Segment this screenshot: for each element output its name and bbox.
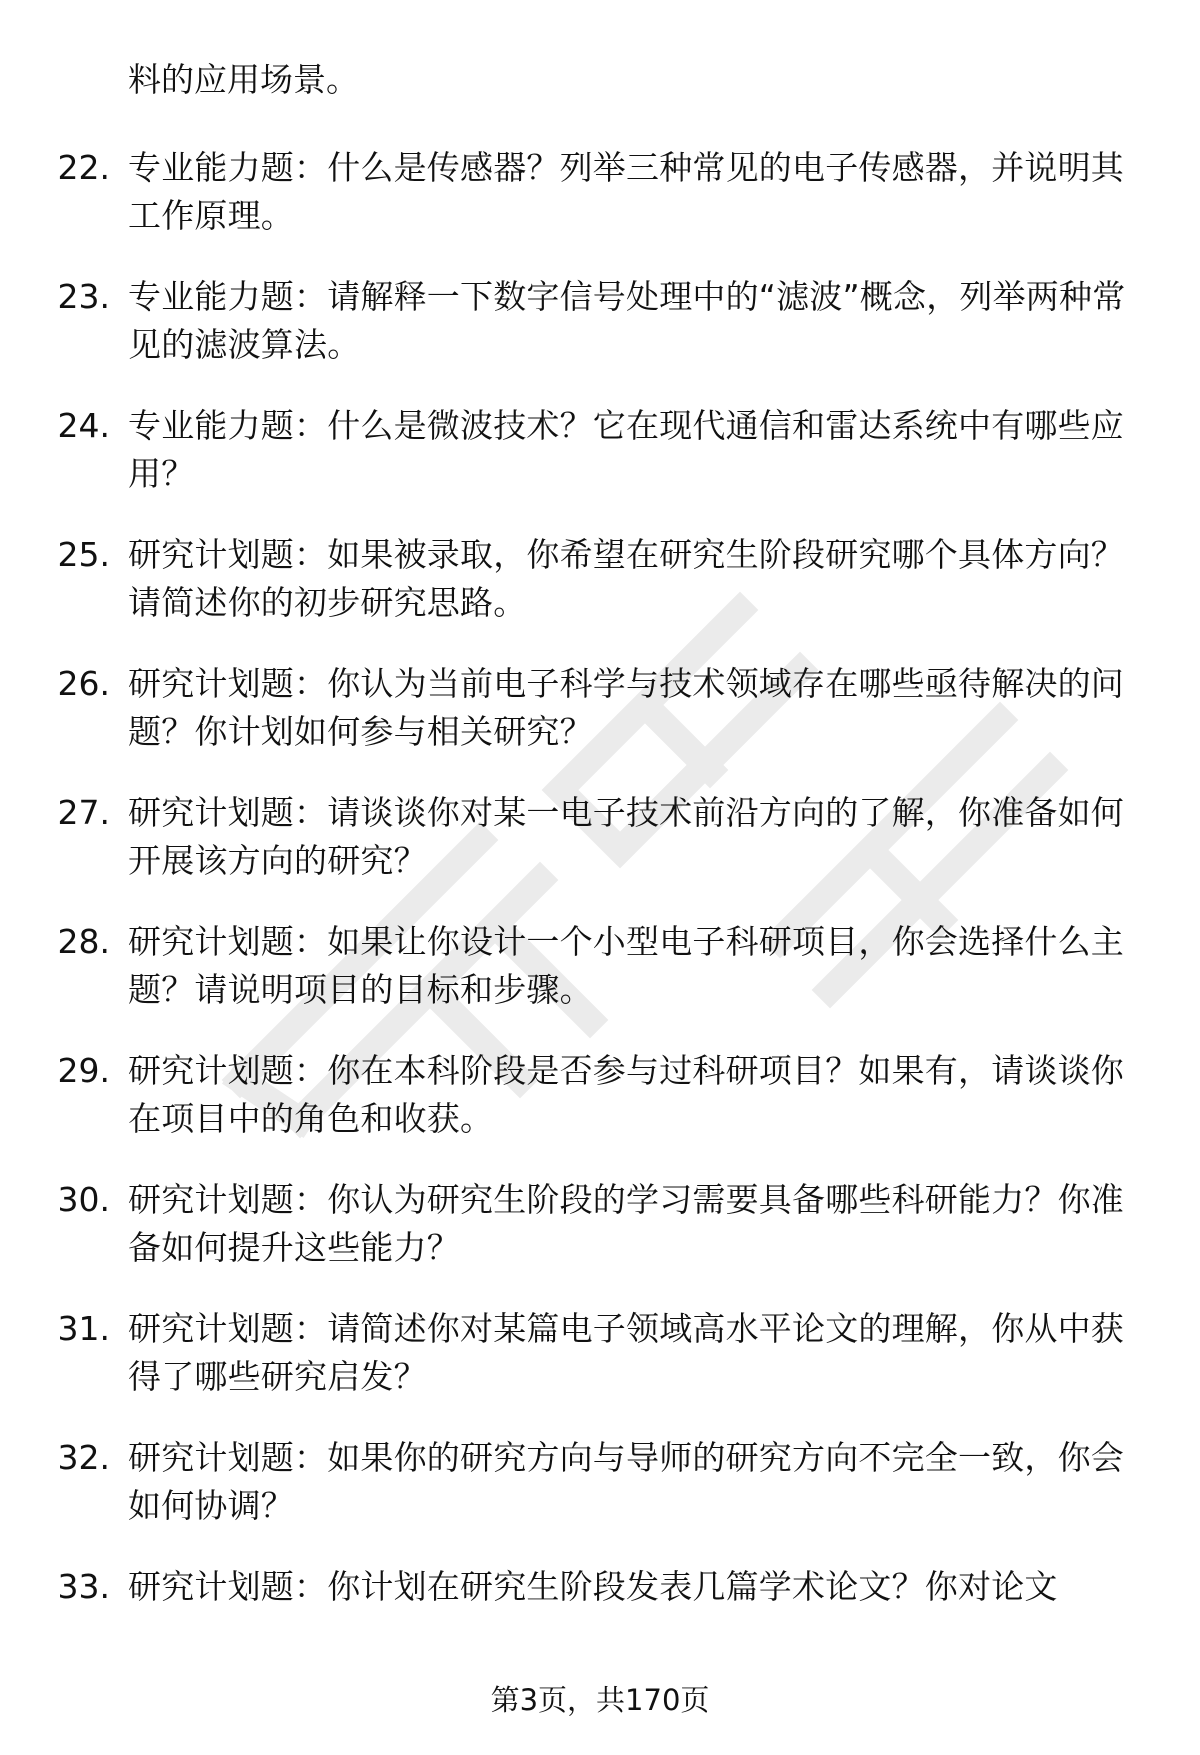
list-item-text: 研究计划题：你认为当前电子科学与技术领域存在哪些亟待解决的问题？你计划如何参与相关研究？	[128, 664, 1124, 751]
list-item	[0, 531, 1200, 627]
list-item	[0, 402, 1200, 498]
list-item	[0, 789, 1200, 885]
continuation-text: 料的应用场景。	[128, 60, 359, 99]
question-list	[0, 144, 1200, 1692]
list-item-text: 研究计划题：如果你的研究方向与导师的研究方向不完全一致，你会如何协调？	[128, 1438, 1124, 1525]
list-item-number: 33.	[57, 1567, 110, 1606]
list-item-number: 30.	[57, 1180, 110, 1219]
list-item-number: 29.	[57, 1051, 110, 1090]
list-item-number: 23.	[57, 277, 110, 316]
list-item	[0, 1563, 1200, 1659]
list-item-number: 25.	[57, 535, 110, 574]
list-item-text: 研究计划题：请简述你对某篇电子领域高水平论文的理解，你从中获得了哪些研究启发？	[128, 1309, 1124, 1396]
list-item-text: 研究计划题：请谈谈你对某一电子技术前沿方向的了解，你准备如何开展该方向的研究？	[128, 793, 1124, 880]
list-item-number: 24.	[57, 406, 110, 445]
list-item	[0, 1176, 1200, 1272]
list-item-number: 28.	[57, 922, 110, 961]
list-item	[0, 144, 1200, 240]
list-item-number: 31.	[57, 1309, 110, 1348]
list-item-number: 26.	[57, 664, 110, 703]
list-item-text: 专业能力题：什么是微波技术？它在现代通信和雷达系统中有哪些应用？	[128, 406, 1124, 493]
list-item-text: 专业能力题：请解释一下数字信号处理中的“滤波”概念，列举两种常见的滤波算法。	[128, 277, 1126, 364]
list-item	[0, 1047, 1200, 1143]
list-item-text: 研究计划题：你在本科阶段是否参与过科研项目？如果有，请谈谈你在项目中的角色和收获。	[128, 1051, 1124, 1138]
list-item-number: 27.	[57, 793, 110, 832]
list-item	[0, 273, 1200, 369]
list-item	[0, 1434, 1200, 1530]
list-item	[0, 918, 1200, 1014]
list-item-text: 研究计划题：如果让你设计一个小型电子科研项目，你会选择什么主题？请说明项目的目标和步骤。	[128, 922, 1124, 1009]
list-item-number: 22.	[57, 148, 110, 187]
list-item-text: 研究计划题：你计划在研究生阶段发表几篇学术论文？你对论文	[128, 1567, 1058, 1606]
list-item-text: 研究计划题：如果被录取，你希望在研究生阶段研究哪个具体方向？请简述你的初步研究思路。	[128, 535, 1124, 622]
list-item-number: 32.	[57, 1438, 110, 1477]
list-item	[0, 660, 1200, 756]
list-item-text: 研究计划题：你认为研究生阶段的学习需要具备哪些科研能力？你准备如何提升这些能力？	[128, 1180, 1124, 1267]
list-item-text: 专业能力题：什么是传感器？列举三种常见的电子传感器，并说明其工作原理。	[128, 148, 1124, 235]
list-item	[0, 1305, 1200, 1401]
page-number-footer: 第3页，共170页	[490, 1683, 710, 1717]
